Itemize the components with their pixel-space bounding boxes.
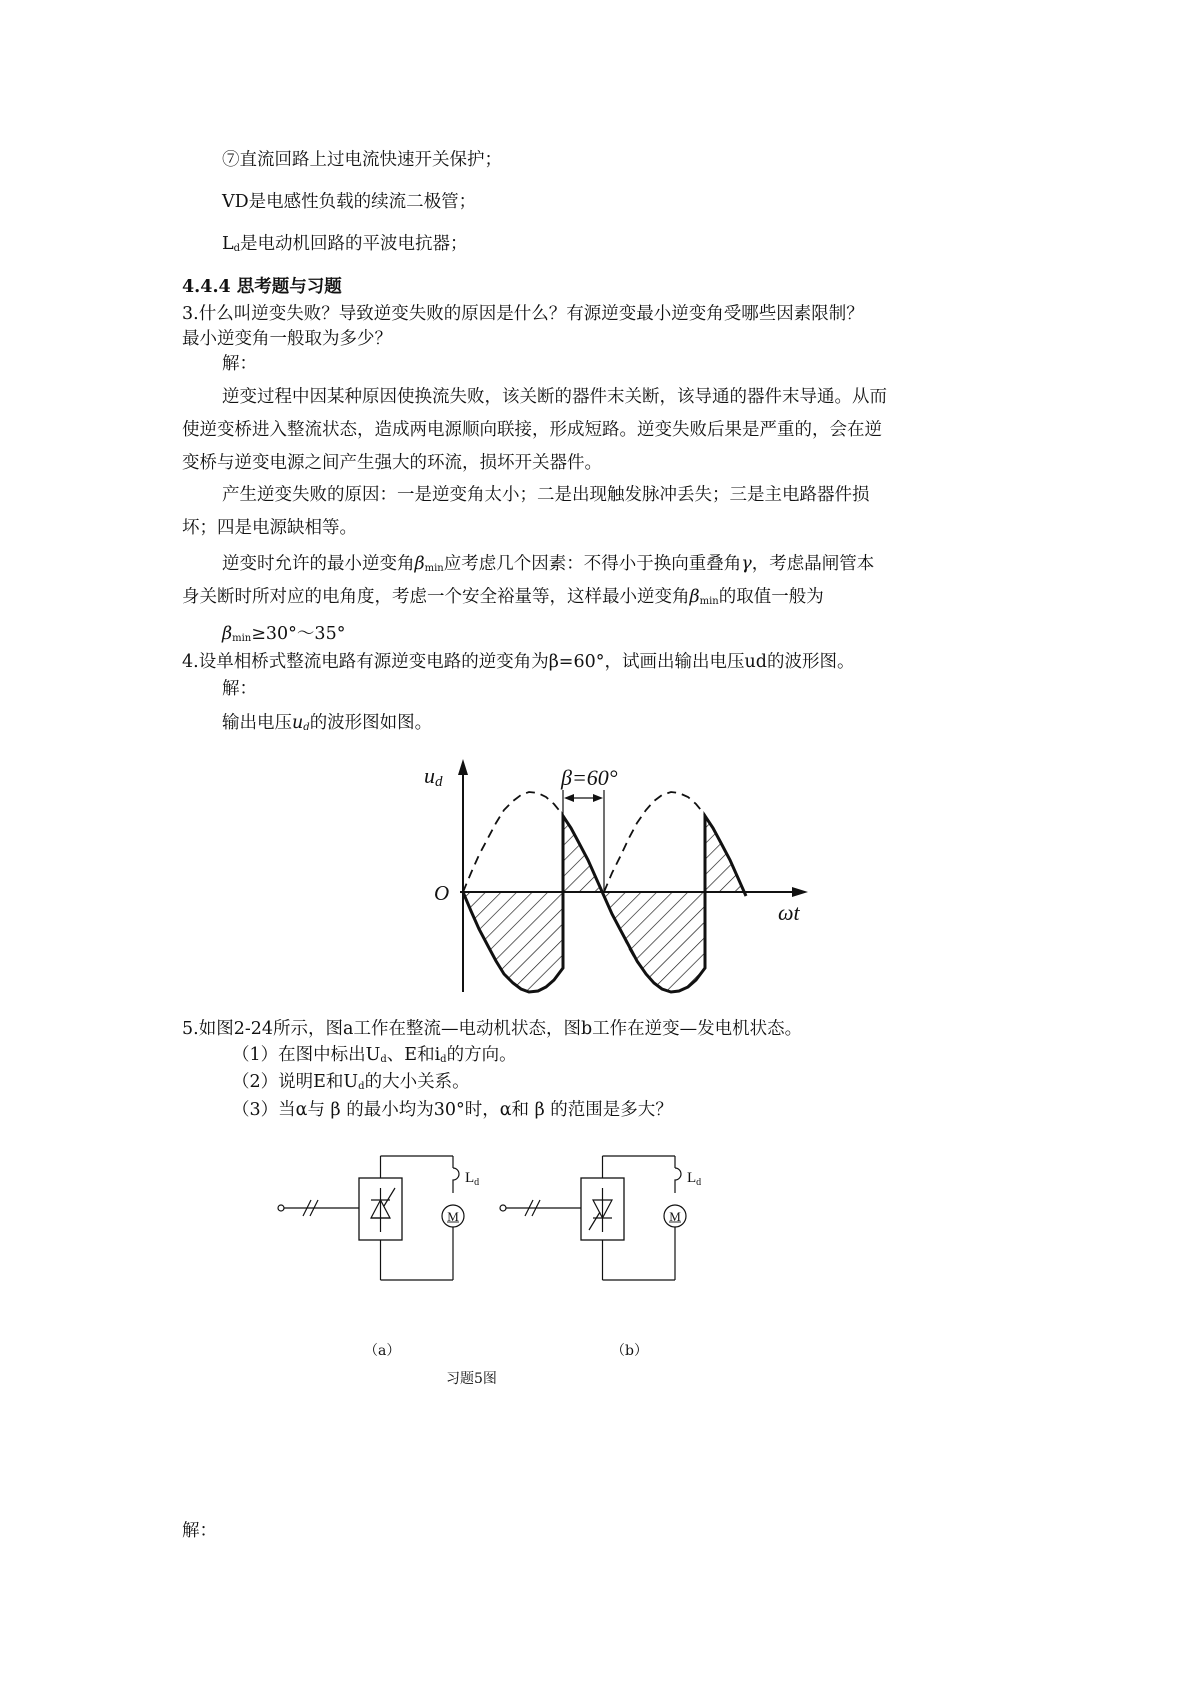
q3-p3-line-1: 逆变时允许的最小逆变角$\beta_{min}$应考虑几个因素：不得小于换向重叠角γ，考虑晶闸管本 (222, 554, 875, 574)
x-axis-arrow (792, 887, 808, 897)
inductor-a (453, 1168, 459, 1193)
beta-symbol: β (414, 554, 425, 574)
q3-p3-line-2: 身关断时所对应的电角度，考虑一个安全裕量等，这样最小逆变角$\beta_{min}$的取值一般为 (182, 587, 824, 607)
q5-sub-3: （3）当α与 β 的最小均为30°时，α和 β 的范围是多大？ (232, 1100, 673, 1120)
q3-formula: $\beta_{min}\ge 30^\circ\sim 35^\circ$ (222, 624, 346, 644)
y-axis-label: ud (424, 763, 443, 790)
caption-b: （b） (611, 1343, 648, 1359)
beta-arrow-left (564, 794, 574, 802)
q3-p2-line-2: 坏；四是电源缺相等。 (182, 518, 357, 538)
q5-line-1: 5.如图2-24所示，图a工作在整流—电动机状态，图b工作在逆变—发电机状态。 (182, 1019, 803, 1039)
input-terminal-b (500, 1205, 506, 1211)
section-heading: 4.4.4 思考题与习题 (182, 277, 342, 297)
q3-p1-line-3: 变桥与逆变电源之间产生强大的环流，损坏开关器件。 (182, 453, 602, 473)
dashed-wave-2 (604, 792, 705, 892)
motor-label-b: M (669, 1209, 681, 1224)
q4-line-1: 4.设单相桥式整流电路有源逆变电路的逆变角为β=60°，试画出输出电压ud的波形图。 (182, 652, 855, 672)
circuit-a (275, 1148, 500, 1288)
x-axis-label: ωt (778, 900, 800, 925)
hatch-region-3 (604, 892, 705, 992)
waveform-figure (420, 755, 820, 995)
q3-answer-label: 解： (222, 354, 257, 374)
q4-answer-label: 解： (222, 679, 257, 699)
q3-line-2: 最小逆变角一般取为多少？ (182, 329, 392, 349)
q3-p1-line-1: 逆变过程中因某种原因使换流失败，该关断的器件末关断，该导通的器件末导通。从而 (222, 387, 887, 407)
origin-label: O (434, 881, 450, 905)
ld-text (222, 232, 468, 261)
beta-arrow-right (593, 794, 603, 802)
q4-answer-text: 输出电压$u_d$的波形图如图。 (222, 713, 433, 733)
inductor-b (675, 1168, 681, 1193)
ld-description: 是电动机回路的平波电抗器； (240, 234, 468, 254)
beta-label: β=60° (561, 765, 618, 790)
vd-text: VD是电感性负载的续流二极管； (222, 192, 477, 212)
item-7-text: ⑦直流回路上过电流快速开关保护； (222, 150, 502, 170)
q3-p2-line-1: 产生逆变失败的原因：一是逆变角太小；二是出现触发脉冲丢失；三是主电路器件损 (222, 485, 870, 505)
q5-sub-2: （2）说明E和$U_d$的大小关系。 (232, 1072, 470, 1092)
hatch-region-1 (463, 892, 563, 992)
input-terminal-a (278, 1205, 284, 1211)
motor-label-a: M (447, 1209, 459, 1224)
figure-title: 习题5图 (446, 1371, 497, 1387)
q3-line-1: 3.什么叫逆变失败？导致逆变失败的原因是什么？有源逆变最小逆变角受哪些因素限制？ (182, 304, 864, 324)
gamma-symbol: γ (741, 554, 752, 574)
ld-label-a: $L_d$ (465, 1170, 480, 1188)
q5-sub-1: （1）在图中标出$U_d$、E和$i_d$的方向。 (232, 1045, 517, 1065)
caption-a: （a） (364, 1343, 401, 1359)
circuit-b (497, 1148, 722, 1288)
q3-p1-line-2: 使逆变桥进入整流状态，造成两电源顺向联接，形成短路。逆变失败后果是严重的，会在逆 (182, 420, 882, 440)
ld-subscript: d (233, 243, 241, 254)
ld-label-b: $L_d$ (687, 1170, 702, 1188)
y-axis-arrow (458, 759, 468, 775)
ld-symbol: L (222, 234, 234, 254)
q5-answer-label: 解： (182, 1521, 217, 1541)
